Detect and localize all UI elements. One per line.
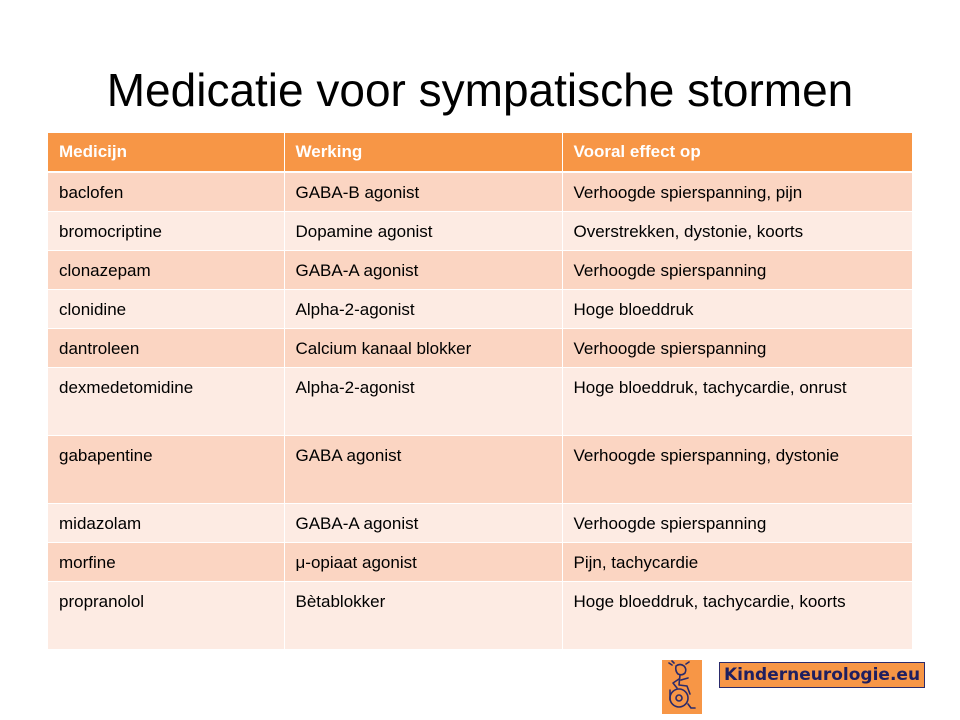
cell-effect: Verhoogde spierspanning, pijn [562, 172, 912, 212]
header-werking: Werking [284, 133, 562, 172]
cell-effect: Verhoogde spierspanning [562, 251, 912, 290]
cell-medicijn: midazolam [48, 504, 284, 543]
cell-effect: Hoge bloeddruk [562, 290, 912, 329]
header-medicijn: Medicijn [48, 133, 284, 172]
table-row [48, 504, 912, 543]
cell-werking: μ-opiaat agonist [284, 543, 562, 582]
cell-medicijn: clonidine [48, 290, 284, 329]
wheelchair-figure-icon [662, 660, 702, 714]
table-row [48, 329, 912, 368]
cell-werking: Dopamine agonist [284, 212, 562, 251]
cell-medicijn: clonazepam [48, 251, 284, 290]
table-header-row [48, 133, 912, 172]
cell-effect: Pijn, tachycardie [562, 543, 912, 582]
table-row [48, 212, 912, 251]
site-logo [719, 662, 925, 688]
header-effect: Vooral effect op [562, 133, 912, 172]
cell-werking: GABA agonist [284, 436, 562, 504]
table-row [48, 251, 912, 290]
cell-effect: Verhoogde spierspanning, dystonie [562, 436, 912, 504]
cell-werking: Calcium kanaal blokker [284, 329, 562, 368]
cell-werking: Bètablokker [284, 582, 562, 650]
cell-werking: Alpha-2-agonist [284, 290, 562, 329]
table-row [48, 582, 912, 650]
cell-medicijn: dantroleen [48, 329, 284, 368]
cell-werking: GABA-A agonist [284, 504, 562, 543]
cell-medicijn: baclofen [48, 172, 284, 212]
cell-effect: Verhoogde spierspanning [562, 504, 912, 543]
cell-effect: Hoge bloeddruk, tachycardie, onrust [562, 368, 912, 436]
cell-effect: Verhoogde spierspanning [562, 329, 912, 368]
cell-medicijn: bromocriptine [48, 212, 284, 251]
table-row [48, 436, 912, 504]
cell-werking: Alpha-2-agonist [284, 368, 562, 436]
cell-medicijn: dexmedetomidine [48, 368, 284, 436]
cell-effect: Overstrekken, dystonie, koorts [562, 212, 912, 251]
table-row [48, 543, 912, 582]
cell-medicijn: morfine [48, 543, 284, 582]
cell-werking: GABA-A agonist [284, 251, 562, 290]
medication-table [48, 133, 913, 650]
slide-title: Medicatie voor sympatische stormen [106, 64, 854, 116]
table-row [48, 172, 912, 212]
cell-medicijn: propranolol [48, 582, 284, 650]
cell-effect: Hoge bloeddruk, tachycardie, koorts [562, 582, 912, 650]
cell-werking: GABA-B agonist [284, 172, 562, 212]
cell-medicijn: gabapentine [48, 436, 284, 504]
table-row [48, 368, 912, 436]
site-logo-text: Kinderneurologie.eu [723, 665, 921, 685]
table-row [48, 290, 912, 329]
